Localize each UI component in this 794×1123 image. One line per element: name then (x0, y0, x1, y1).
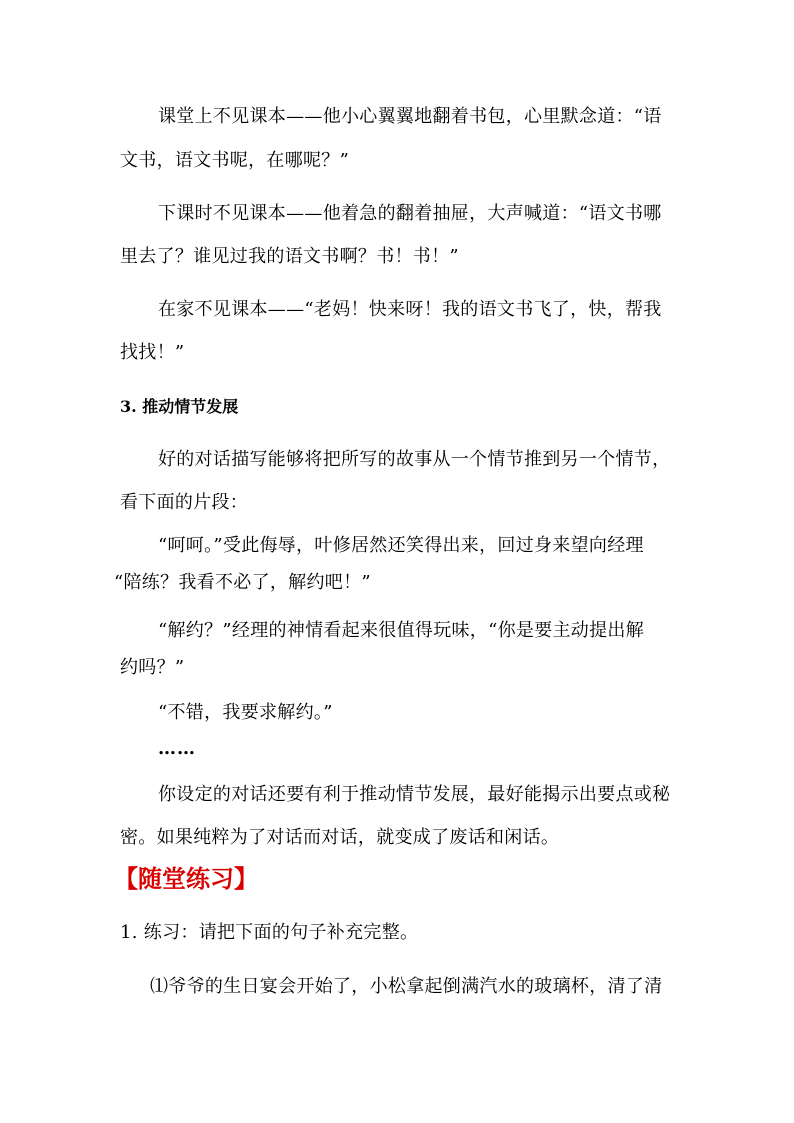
conclusion-line-1: 你设定的对话还要有利于推动情节发展，最好能揭示出要点或秘 (158, 784, 671, 805)
section-intro-line-1: 好的对话描写能够将把所写的故事从一个情节推到另一个情节， (158, 449, 671, 470)
practice-item-1: 1. 练习：请把下面的句子补充完整。 (120, 922, 419, 943)
paragraph-3-line-1: 在家不见课本——“老妈！快来呀！我的语文书飞了，快，帮我 (158, 299, 662, 320)
paragraph-1-line-2: 文书，语文书呢，在哪呢？” (120, 150, 350, 171)
section-intro-line-2: 看下面的片段： (120, 492, 249, 513)
conclusion-line-2: 密。如果纯粹为了对话而对话，就变成了废话和闲话。 (120, 827, 560, 848)
section-heading: 3. 推动情节发展 (120, 397, 239, 416)
paragraph-2-line-1: 下课时不见课本——他着急的翻着抽屉，大声喊道：“语文书哪 (158, 203, 662, 224)
excerpt-dialogue-3: “不错，我要求解约。” (158, 702, 333, 723)
paragraph-2-line-2: 里去了？谁见过我的语文书啊？书！书！” (120, 246, 459, 267)
excerpt-dialogue-1-line-2: “陪练？我看不必了，解约吧！” (114, 572, 371, 593)
paragraph-3-line-2: 找找！” (120, 342, 185, 363)
practice-sub-item-1-line-1: ⑴爷爷的生日宴会开始了，小松拿起倒满汽水的玻璃杯，清了清 (150, 976, 663, 997)
excerpt-dialogue-2-line-1: “解约？”经理的神情看起来很值得玩味，“你是要主动提出解 (158, 620, 645, 641)
practice-section-title: 【随堂练习】 (114, 864, 258, 893)
paragraph-1-line-1: 课堂上不见课本——他小心翼翼地翻着书包，心里默念道：“语 (158, 106, 662, 127)
excerpt-dialogue-1-line-1: “呵呵。”受此侮辱，叶修居然还笑得出来，回过身来望向经理 (158, 535, 644, 556)
excerpt-ellipsis: …… (158, 738, 196, 759)
excerpt-dialogue-2-line-2: 约吗？” (120, 657, 185, 678)
